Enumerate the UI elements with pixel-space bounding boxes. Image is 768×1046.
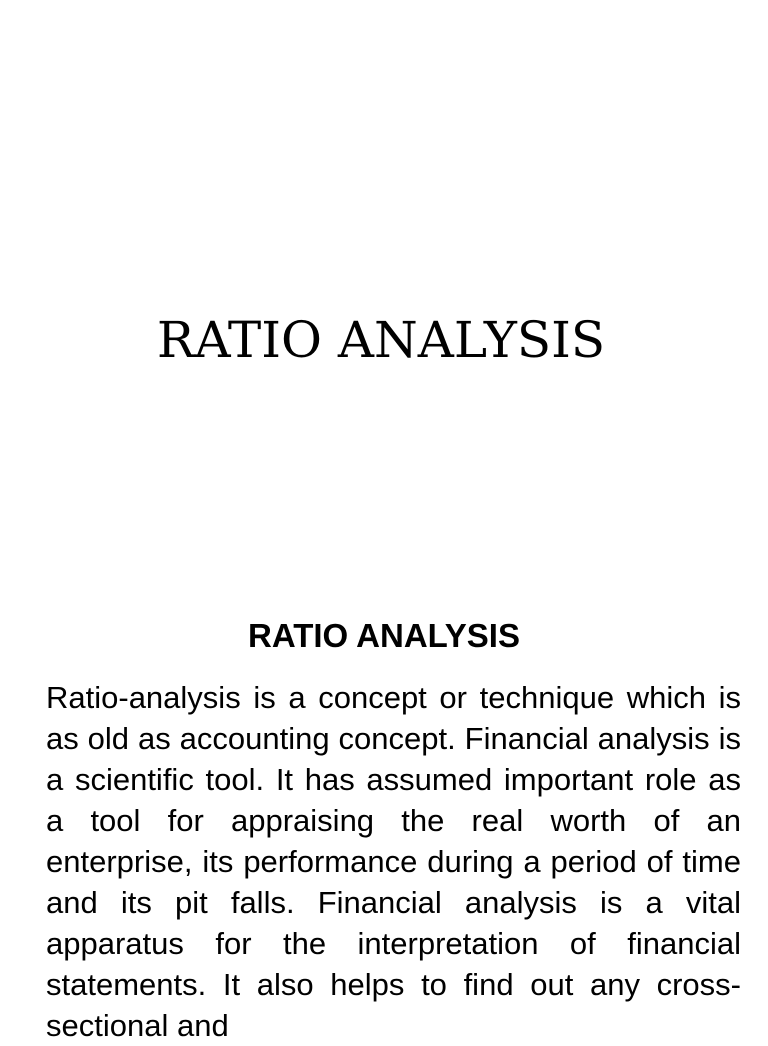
body-paragraph: Ratio-analysis is a concept or technique which is as old as accounting concept. Financial analysis is a scientific tool. It has assumed important role as a tool for appraising the real worth of an enterprise, its performance during a period of time and its pit falls. Financial analysis is a vital apparatus for the interpretation of financial statements. It also helps to find out any cross-sectional and	[46, 680, 741, 1043]
page-title: RATIO ANALYSIS	[156, 311, 606, 369]
section-heading: RATIO ANALYSIS	[248, 617, 520, 654]
